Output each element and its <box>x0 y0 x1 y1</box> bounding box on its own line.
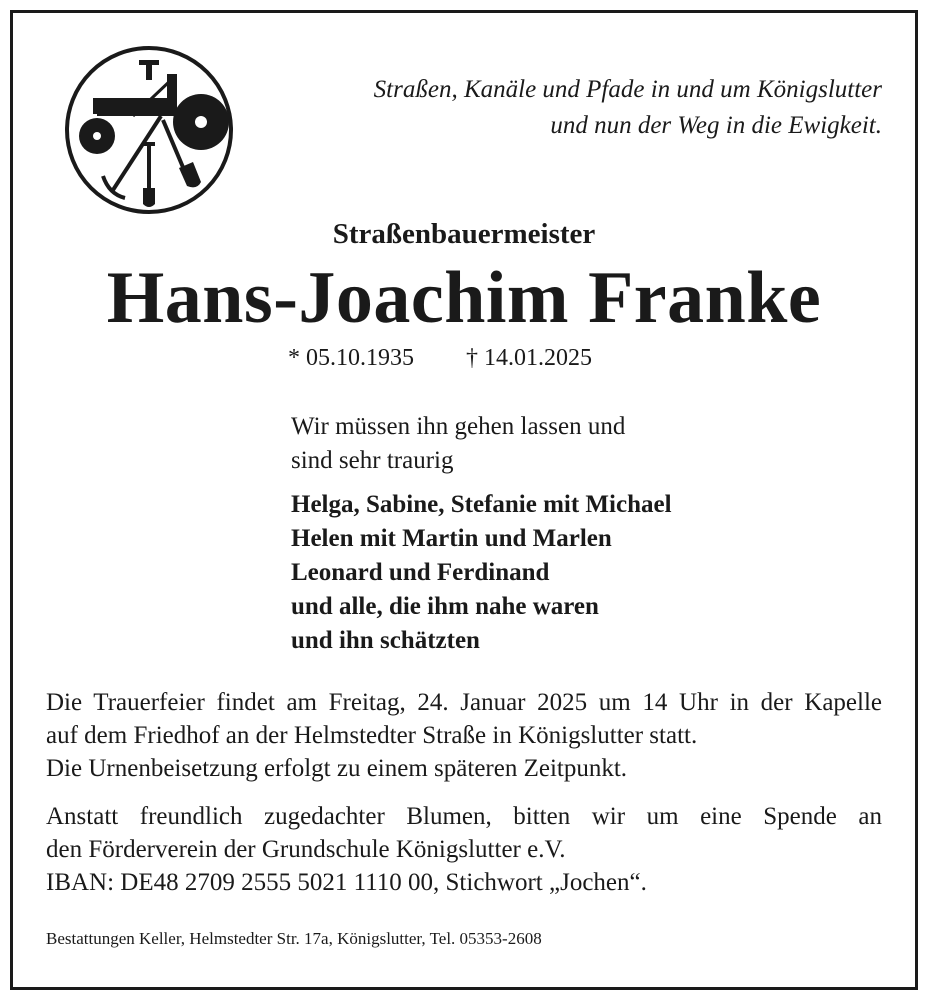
mourner-line: Helga, Sabine, Stefanie mit Michael <box>291 491 672 518</box>
funeral-line-2: auf dem Friedhof an der Helmstedter Straße in Königslutter statt. <box>46 722 698 749</box>
deceased-name: Hans-Joachim Franke <box>106 257 822 339</box>
mourners-list <box>291 488 672 658</box>
birth-date: * 05.10.1935 <box>288 345 414 371</box>
condolence-text <box>291 410 625 478</box>
donation-line-1: Anstatt freundlich zugedachter Blumen, bitten wir um eine Spende an <box>46 803 882 830</box>
road-roller-and-tools-icon <box>63 44 235 216</box>
life-dates <box>288 342 592 374</box>
motto-line-1: Straßen, Kanäle und Pfade in und um Königslutter <box>373 76 882 103</box>
motto-line-2: und nun der Weg in die Ewigkeit. <box>550 112 882 139</box>
deceased-profession: Straßenbauermeister <box>332 218 596 250</box>
mourner-line: und alle, die ihm nahe waren <box>291 593 599 620</box>
donation-iban: IBAN: DE48 2709 2555 5021 1110 00, Stichwort „Jochen“. <box>46 869 647 896</box>
funeral-line-1: Die Trauerfeier findet am Freitag, 24. Januar 2025 um 14 Uhr in der Kapelle <box>46 689 882 716</box>
motto <box>282 72 882 144</box>
funeral-home-footer: Bestattungen Keller, Helmstedter Str. 17a, Königslutter, Tel. 05353-2608 <box>46 929 542 948</box>
death-date: † 14.01.2025 <box>466 345 592 371</box>
mourner-line: Leonard und Ferdinand <box>291 559 550 586</box>
funeral-line-3: Die Urnenbeisetzung erfolgt zu einem späteren Zeitpunkt. <box>46 755 628 782</box>
funeral-info <box>46 686 882 785</box>
mourner-line: und ihn schätzten <box>291 627 480 654</box>
donation-line-2: den Förderverein der Grundschule Königslutter e.V. <box>46 836 566 863</box>
mourner-line: Helen mit Martin und Marlen <box>291 525 612 552</box>
condolence-line-1: Wir müssen ihn gehen lassen und <box>291 413 626 440</box>
condolence-line-2: sind sehr traurig <box>291 447 454 474</box>
donation-info <box>46 800 882 899</box>
